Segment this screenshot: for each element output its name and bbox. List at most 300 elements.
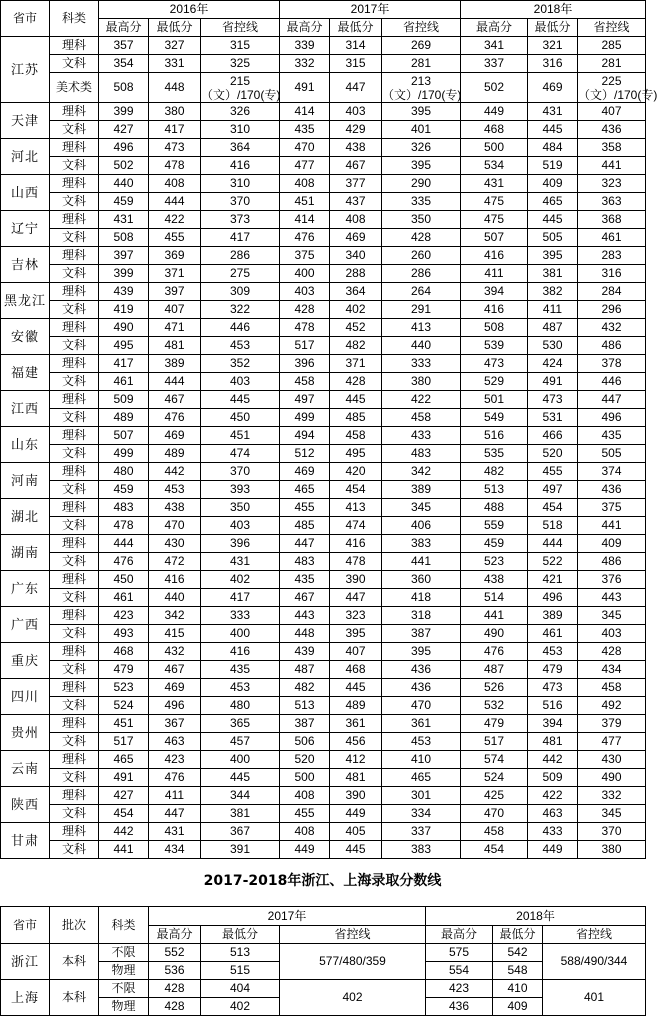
score-cell: 509 <box>99 391 149 409</box>
score-cell: 367 <box>201 823 280 841</box>
table-row <box>1 481 646 499</box>
score-cell: 416 <box>201 643 280 661</box>
score-cell: 479 <box>461 715 528 733</box>
score-cell: 435 <box>201 661 280 679</box>
score-cell: 484 <box>528 139 578 157</box>
score-cell: 502 <box>99 157 149 175</box>
province-cell: 吉林 <box>1 247 50 283</box>
score-cell: 399 <box>99 103 149 121</box>
score-cell: 523 <box>461 553 528 571</box>
score-cell: 453 <box>201 337 280 355</box>
score-cell: 481 <box>149 337 201 355</box>
score-cell: 505 <box>578 445 646 463</box>
header-column: 最低分 <box>201 926 280 944</box>
score-cell: 334 <box>382 805 461 823</box>
category-cell: 理科 <box>50 247 99 265</box>
header-column: 最低分 <box>330 19 382 37</box>
score-cell: 441 <box>461 607 528 625</box>
province-cell: 安徽 <box>1 319 50 355</box>
score-cell: 477 <box>280 157 330 175</box>
score-cell: 417 <box>99 355 149 373</box>
score-cell: 451 <box>201 427 280 445</box>
score-cell: 453 <box>528 643 578 661</box>
province-cell: 陕西 <box>1 787 50 823</box>
score-cell: 416 <box>461 301 528 319</box>
score-cell: 402 <box>330 301 382 319</box>
table-row <box>1 805 646 823</box>
score-cell: 423 <box>149 751 201 769</box>
score-cell: 264 <box>382 283 461 301</box>
score-cell: 323 <box>330 607 382 625</box>
score-cell: 481 <box>528 733 578 751</box>
score-cell: 350 <box>201 499 280 517</box>
score-cell: 213（文）/170(专) <box>382 73 462 102</box>
control-line-cell: 401 <box>543 980 646 1016</box>
score-cell: 529 <box>461 373 528 391</box>
header-province: 省市 <box>1 1 50 37</box>
province-cell: 黑龙江 <box>1 283 50 319</box>
score-cell: 476 <box>149 769 201 787</box>
score-cell: 416 <box>330 535 382 553</box>
province-cell: 云南 <box>1 751 50 787</box>
score-cell: 445 <box>330 841 382 859</box>
category-cell: 理科 <box>50 427 99 445</box>
score-cell: 373 <box>201 211 280 229</box>
score-cell: 403 <box>201 373 280 391</box>
score-cell: 360 <box>382 571 461 589</box>
score-cell: 496 <box>99 139 149 157</box>
table-row <box>1 944 646 962</box>
score-cell: 403 <box>578 625 646 643</box>
province-cell: 重庆 <box>1 643 50 679</box>
score-cell: 469 <box>149 427 201 445</box>
score-cell: 479 <box>528 661 578 679</box>
score-cell: 314 <box>330 37 382 55</box>
score-cell: 470 <box>280 139 330 157</box>
category-cell: 文科 <box>50 841 99 859</box>
category-cell: 理科 <box>50 463 99 481</box>
score-cell: 383 <box>382 535 461 553</box>
table-row <box>1 553 646 571</box>
category-cell: 不限 <box>99 980 149 998</box>
category-cell: 文科 <box>50 157 99 175</box>
score-cell: 442 <box>99 823 149 841</box>
score-cell: 487 <box>280 661 330 679</box>
score-cell: 342 <box>149 607 201 625</box>
table-row <box>1 55 646 73</box>
score-cell: 480 <box>99 463 149 481</box>
score-cell: 422 <box>382 391 461 409</box>
score-cell: 446 <box>201 319 280 337</box>
table-row <box>1 139 646 157</box>
score-cell: 394 <box>461 283 528 301</box>
header-category: 科类 <box>99 907 149 944</box>
score-cell: 508 <box>99 73 149 103</box>
score-cell: 421 <box>528 571 578 589</box>
header-batch: 批次 <box>50 907 99 944</box>
score-cell: 414 <box>280 211 330 229</box>
zhejiang-shanghai-scores-table <box>0 906 646 1016</box>
score-cell: 395 <box>382 643 461 661</box>
score-cell: 447 <box>149 805 201 823</box>
table-row <box>1 823 646 841</box>
score-cell: 408 <box>149 175 201 193</box>
score-cell: 445 <box>528 211 578 229</box>
table-row <box>1 499 646 517</box>
score-cell: 496 <box>528 589 578 607</box>
score-cell: 403 <box>201 517 280 535</box>
score-cell: 321 <box>528 37 578 55</box>
score-cell: 340 <box>330 247 382 265</box>
score-cell: 500 <box>280 769 330 787</box>
score-cell: 471 <box>149 319 201 337</box>
score-cell: 509 <box>528 769 578 787</box>
score-cell: 413 <box>382 319 461 337</box>
score-cell: 399 <box>99 265 149 283</box>
score-cell: 482 <box>330 337 382 355</box>
score-cell: 428 <box>280 301 330 319</box>
score-cell: 483 <box>99 499 149 517</box>
score-cell: 485 <box>330 409 382 427</box>
score-cell: 448 <box>280 625 330 643</box>
province-cell: 天津 <box>1 103 50 139</box>
score-cell: 447 <box>330 589 382 607</box>
score-cell: 439 <box>280 643 330 661</box>
score-cell: 499 <box>280 409 330 427</box>
province-cell: 湖南 <box>1 535 50 571</box>
score-cell: 420 <box>330 463 382 481</box>
score-cell: 409 <box>578 535 646 553</box>
score-cell: 447 <box>280 535 330 553</box>
score-cell: 316 <box>528 55 578 73</box>
score-cell: 476 <box>99 553 149 571</box>
score-cell: 447 <box>578 391 646 409</box>
category-cell: 理科 <box>50 211 99 229</box>
score-cell: 215（文）/170(专) <box>201 73 281 102</box>
score-cell: 383 <box>382 841 461 859</box>
score-cell: 283 <box>578 247 646 265</box>
score-cell: 495 <box>330 445 382 463</box>
score-cell: 419 <box>99 301 149 319</box>
score-cell: 438 <box>149 499 201 517</box>
table-row <box>1 337 646 355</box>
score-cell: 407 <box>578 103 646 121</box>
score-cell: 513 <box>280 697 330 715</box>
category-cell: 文科 <box>50 481 99 499</box>
score-cell: 520 <box>280 751 330 769</box>
table-row <box>1 355 646 373</box>
table-row <box>1 463 646 481</box>
score-cell: 400 <box>280 265 330 283</box>
table2-title: 2017-2018年浙江、上海录取分数线 <box>203 873 442 889</box>
score-cell: 430 <box>149 535 201 553</box>
score-cell: 461 <box>99 373 149 391</box>
score-cell: 406 <box>382 517 461 535</box>
score-cell: 473 <box>149 139 201 157</box>
score-cell: 397 <box>99 247 149 265</box>
table-row <box>1 73 646 103</box>
score-cell: 370 <box>201 463 280 481</box>
score-cell: 428 <box>578 643 646 661</box>
table-row <box>1 445 646 463</box>
score-cell: 408 <box>280 787 330 805</box>
table-row <box>1 841 646 859</box>
score-cell: 469 <box>149 679 201 697</box>
category-cell: 理科 <box>50 823 99 841</box>
score-cell: 480 <box>201 697 280 715</box>
score-cell: 517 <box>461 733 528 751</box>
table-row <box>1 409 646 427</box>
score-cell: 491 <box>528 373 578 391</box>
score-cell: 508 <box>99 229 149 247</box>
score-cell: 417 <box>201 589 280 607</box>
score-cell: 408 <box>330 211 382 229</box>
header-column: 最低分 <box>149 19 201 37</box>
category-cell: 文科 <box>50 733 99 751</box>
score-cell: 438 <box>330 139 382 157</box>
category-cell: 理科 <box>50 319 99 337</box>
province-cell: 上海 <box>1 980 50 1016</box>
score-cell: 507 <box>461 229 528 247</box>
category-cell: 文科 <box>50 265 99 283</box>
score-cell: 478 <box>149 157 201 175</box>
score-cell: 506 <box>280 733 330 751</box>
score-cell: 423 <box>426 980 493 998</box>
score-cell: 451 <box>280 193 330 211</box>
score-cell: 438 <box>461 571 528 589</box>
score-cell: 468 <box>461 121 528 139</box>
score-cell: 418 <box>382 589 461 607</box>
score-cell: 459 <box>461 535 528 553</box>
score-cell: 492 <box>578 697 646 715</box>
score-cell: 453 <box>382 733 461 751</box>
score-cell: 470 <box>461 805 528 823</box>
score-cell: 285 <box>578 37 646 55</box>
score-cell: 395 <box>382 157 461 175</box>
score-cell: 440 <box>99 175 149 193</box>
score-cell: 465 <box>382 769 461 787</box>
score-cell: 441 <box>382 553 461 571</box>
score-cell: 512 <box>280 445 330 463</box>
score-cell: 468 <box>99 643 149 661</box>
score-cell: 501 <box>461 391 528 409</box>
score-cell: 436 <box>382 661 461 679</box>
score-cell: 401 <box>382 121 461 139</box>
score-cell: 339 <box>280 37 330 55</box>
score-cell: 463 <box>528 805 578 823</box>
score-cell: 483 <box>382 445 461 463</box>
score-cell: 412 <box>330 751 382 769</box>
score-cell: 269 <box>382 37 461 55</box>
score-cell: 456 <box>330 733 382 751</box>
score-cell: 367 <box>149 715 201 733</box>
score-cell: 400 <box>201 751 280 769</box>
score-cell: 322 <box>201 301 280 319</box>
score-cell: 389 <box>149 355 201 373</box>
score-cell: 316 <box>578 265 646 283</box>
score-cell: 532 <box>461 697 528 715</box>
score-cell: 490 <box>99 319 149 337</box>
score-cell: 430 <box>578 751 646 769</box>
table-row <box>1 103 646 121</box>
score-cell: 526 <box>461 679 528 697</box>
score-cell: 407 <box>330 643 382 661</box>
score-cell: 381 <box>201 805 280 823</box>
score-cell: 432 <box>149 643 201 661</box>
score-cell: 463 <box>149 733 201 751</box>
score-cell: 459 <box>99 193 149 211</box>
table-row <box>1 571 646 589</box>
score-cell: 422 <box>149 211 201 229</box>
score-cell: 524 <box>99 697 149 715</box>
score-cell: 574 <box>461 751 528 769</box>
score-cell: 496 <box>578 409 646 427</box>
score-cell: 377 <box>330 175 382 193</box>
table-row <box>1 37 646 55</box>
score-cell: 284 <box>578 283 646 301</box>
table-row <box>1 373 646 391</box>
score-cell: 448 <box>149 73 201 103</box>
score-cell: 342 <box>382 463 461 481</box>
score-cell: 408 <box>280 823 330 841</box>
header-year: 2017年 <box>149 907 426 926</box>
score-cell: 490 <box>578 769 646 787</box>
score-cell: 499 <box>99 445 149 463</box>
table-row <box>1 607 646 625</box>
score-cell: 487 <box>461 661 528 679</box>
table-row <box>1 625 646 643</box>
score-cell: 476 <box>280 229 330 247</box>
score-cell: 476 <box>149 409 201 427</box>
score-cell: 375 <box>578 499 646 517</box>
score-cell: 394 <box>528 715 578 733</box>
header-row-years <box>1 1 646 19</box>
batch-cell: 本科 <box>50 944 99 980</box>
score-cell: 310 <box>201 121 280 139</box>
score-cell: 489 <box>149 445 201 463</box>
score-cell: 427 <box>99 121 149 139</box>
score-cell: 444 <box>149 373 201 391</box>
score-cell: 413 <box>330 499 382 517</box>
score-cell: 378 <box>578 355 646 373</box>
province-cell: 山东 <box>1 427 50 463</box>
score-cell: 395 <box>382 103 461 121</box>
score-cell: 453 <box>201 679 280 697</box>
table-row <box>1 661 646 679</box>
category-cell: 文科 <box>50 805 99 823</box>
score-cell: 481 <box>330 769 382 787</box>
score-cell: 465 <box>528 193 578 211</box>
score-cell: 468 <box>330 661 382 679</box>
score-cell: 458 <box>461 823 528 841</box>
score-cell: 387 <box>382 625 461 643</box>
table-row <box>1 715 646 733</box>
header-column: 最高分 <box>280 19 330 37</box>
score-cell: 396 <box>201 535 280 553</box>
category-cell: 物理 <box>99 998 149 1016</box>
score-cell: 422 <box>528 787 578 805</box>
table-row <box>1 535 646 553</box>
score-cell: 402 <box>201 998 280 1016</box>
score-cell: 475 <box>461 193 528 211</box>
score-cell: 445 <box>528 121 578 139</box>
table-row <box>1 157 646 175</box>
score-cell: 318 <box>382 607 461 625</box>
score-cell: 458 <box>330 427 382 445</box>
category-cell: 理科 <box>50 355 99 373</box>
score-cell: 478 <box>330 553 382 571</box>
score-cell: 428 <box>382 229 461 247</box>
score-cell: 461 <box>99 589 149 607</box>
score-cell: 482 <box>280 679 330 697</box>
score-cell: 554 <box>426 962 493 980</box>
score-cell: 409 <box>528 175 578 193</box>
province-cell: 福建 <box>1 355 50 391</box>
score-cell: 442 <box>528 751 578 769</box>
score-cell: 390 <box>330 787 382 805</box>
category-cell: 文科 <box>50 589 99 607</box>
score-cell: 479 <box>99 661 149 679</box>
score-cell: 291 <box>382 301 461 319</box>
score-cell: 516 <box>528 697 578 715</box>
score-cell: 473 <box>461 355 528 373</box>
score-cell: 408 <box>280 175 330 193</box>
score-cell: 345 <box>578 805 646 823</box>
score-cell: 433 <box>382 427 461 445</box>
province-cell: 湖北 <box>1 499 50 535</box>
score-cell: 461 <box>528 625 578 643</box>
score-cell: 496 <box>149 697 201 715</box>
score-cell: 325 <box>201 55 280 73</box>
score-cell: 225（文）/170(专) <box>578 73 657 102</box>
category-cell: 理科 <box>50 283 99 301</box>
score-cell: 518 <box>528 517 578 535</box>
score-cell: 443 <box>280 607 330 625</box>
score-cell: 395 <box>330 625 382 643</box>
score-cell: 454 <box>99 805 149 823</box>
score-cell: 410 <box>382 751 461 769</box>
score-cell: 445 <box>330 391 382 409</box>
province-cell: 广西 <box>1 607 50 643</box>
score-cell: 434 <box>149 841 201 859</box>
score-cell: 435 <box>578 427 646 445</box>
table-row <box>1 283 646 301</box>
score-cell: 452 <box>330 319 382 337</box>
category-cell: 文科 <box>50 445 99 463</box>
score-cell: 485 <box>280 517 330 535</box>
table-row <box>1 211 646 229</box>
score-cell: 465 <box>280 481 330 499</box>
score-cell: 523 <box>99 679 149 697</box>
score-cell: 370 <box>578 823 646 841</box>
score-cell: 524 <box>461 769 528 787</box>
score-cell: 380 <box>149 103 201 121</box>
score-cell: 455 <box>528 463 578 481</box>
score-cell: 350 <box>382 211 461 229</box>
score-cell: 260 <box>382 247 461 265</box>
score-cell: 542 <box>493 944 543 962</box>
score-cell: 454 <box>330 481 382 499</box>
score-cell: 371 <box>330 355 382 373</box>
score-cell: 387 <box>280 715 330 733</box>
score-cell: 369 <box>149 247 201 265</box>
score-cell: 497 <box>280 391 330 409</box>
score-cell: 522 <box>528 553 578 571</box>
score-cell: 515 <box>201 962 280 980</box>
score-cell: 432 <box>578 319 646 337</box>
score-cell: 548 <box>493 962 543 980</box>
score-cell: 478 <box>99 517 149 535</box>
